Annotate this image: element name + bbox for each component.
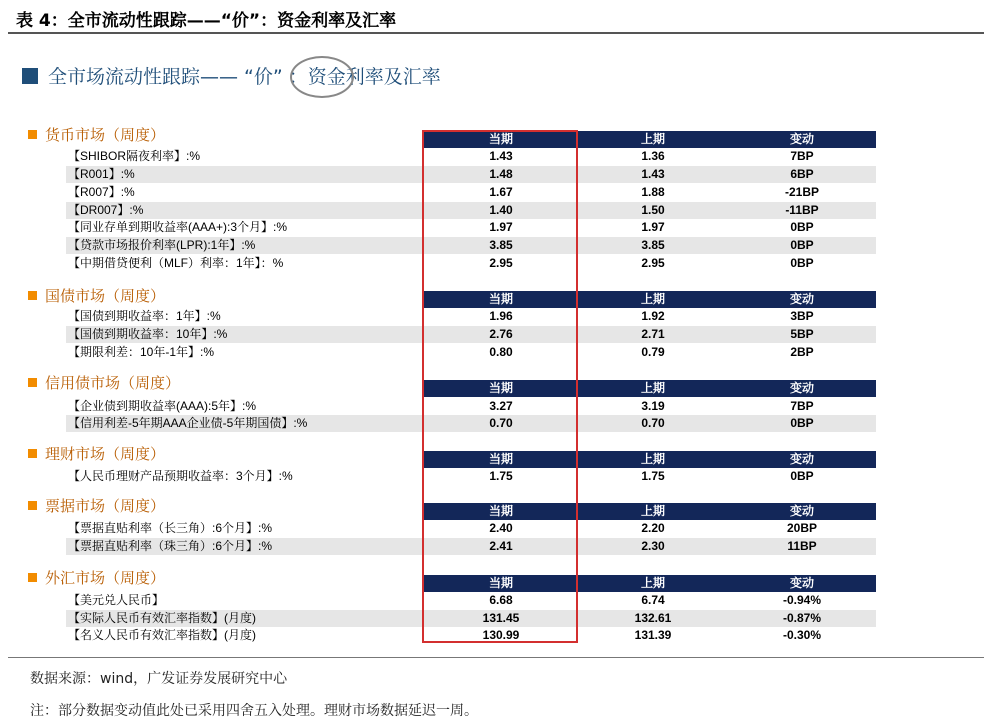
section-heading-text: 外汇市场（周度） [45, 569, 166, 587]
orange-square-bullet-icon [28, 378, 37, 387]
square-bullet-icon [22, 68, 38, 84]
current-value: 2.40 [489, 521, 513, 535]
orange-square-bullet-icon [28, 291, 37, 300]
row-label: 【票据直贴利率（珠三角）:6个月】:% [68, 539, 273, 553]
row-label: 【实际人民币有效汇率指数】(月度) [68, 611, 256, 625]
previous-value: 0.79 [641, 345, 665, 359]
current-column-highlight [422, 130, 578, 643]
change-value: 5BP [790, 327, 814, 341]
change-value: 3BP [790, 309, 814, 323]
previous-value: 3.85 [641, 238, 665, 252]
row-label: 【R001】:% [68, 167, 135, 181]
previous-value: 3.19 [641, 399, 665, 413]
orange-square-bullet-icon [28, 130, 37, 139]
row-label: 【企业债到期收益率(AAA):5年】:% [68, 399, 257, 413]
previous-value: 1.97 [641, 220, 665, 234]
column-header: 上期 [640, 452, 665, 466]
previous-value: 2.20 [641, 521, 665, 535]
column-header: 当期 [488, 292, 513, 306]
change-value: -21BP [784, 185, 819, 199]
previous-value: 1.50 [641, 203, 665, 217]
row-label: 【票据直贴利率（长三角）:6个月】:% [68, 521, 273, 535]
change-value: -0.30% [782, 628, 822, 642]
previous-value: 1.43 [641, 167, 665, 181]
column-header: 当期 [488, 504, 513, 518]
change-value: 2BP [790, 345, 814, 359]
circle-annotation [290, 56, 354, 98]
current-value: 1.97 [489, 220, 513, 234]
change-value: 0BP [790, 238, 814, 252]
column-header: 当期 [488, 452, 513, 466]
source-note: 数据来源：wind，广发证券发展研究中心 [30, 671, 288, 687]
change-value: 0BP [790, 416, 814, 430]
current-value: 131.45 [482, 611, 520, 625]
section-heading-text: 国债市场（周度） [45, 287, 166, 305]
column-header: 上期 [640, 576, 665, 590]
section-heading-text: 票据市场（周度） [45, 497, 166, 515]
column-header: 当期 [488, 381, 513, 395]
section-heading [28, 567, 165, 588]
current-value: 3.85 [489, 238, 513, 252]
current-value: 1.40 [489, 203, 513, 217]
column-header: 变动 [789, 452, 814, 466]
previous-value: 0.70 [641, 416, 665, 430]
change-value: -0.87% [782, 611, 822, 625]
column-header: 变动 [789, 292, 814, 306]
sub-title-text: 全市场流动性跟踪—— “价” ：资金利率及汇率 [48, 66, 441, 88]
row-label: 【名义人民币有效汇率指数】(月度) [68, 628, 256, 642]
current-value: 3.27 [489, 399, 513, 413]
current-value: 1.75 [489, 469, 513, 483]
change-value: 7BP [790, 399, 814, 413]
row-label: 【DR007】:% [68, 203, 144, 217]
row-label: 【期限利差：10年-1年】:% [68, 345, 215, 359]
sub-title [22, 62, 441, 89]
row-label: 【人民币理财产品预期收益率：3个月】:% [68, 469, 293, 483]
current-value: 0.80 [489, 345, 513, 359]
current-value: 2.41 [489, 539, 513, 553]
previous-value: 2.95 [641, 256, 665, 270]
change-value: 11BP [787, 539, 817, 553]
current-value: 130.99 [482, 628, 520, 642]
column-header: 变动 [789, 132, 814, 146]
change-value: 0BP [790, 220, 814, 234]
change-value: -0.94% [782, 593, 822, 607]
current-value: 1.48 [489, 167, 513, 181]
column-header: 上期 [640, 381, 665, 395]
previous-value: 131.39 [634, 628, 672, 642]
orange-square-bullet-icon [28, 449, 37, 458]
section-heading-text: 货币市场（周度） [45, 126, 166, 144]
section-heading [28, 443, 165, 464]
column-header: 当期 [488, 132, 513, 146]
change-value: 0BP [790, 256, 814, 270]
top-rule [8, 32, 984, 34]
row-label: 【信用利差-5年期AAA企业债-5年期国债】:% [68, 416, 308, 430]
row-label: 【美元兑人民币】 [68, 593, 165, 607]
row-label: 【国债到期收益率：10年】:% [68, 327, 228, 341]
previous-value: 1.36 [641, 149, 665, 163]
previous-value: 1.88 [641, 185, 665, 199]
row-label: 【国债到期收益率：1年】:% [68, 309, 221, 323]
column-header: 当期 [488, 576, 513, 590]
orange-square-bullet-icon [28, 501, 37, 510]
orange-square-bullet-icon [28, 573, 37, 582]
previous-value: 1.92 [641, 309, 665, 323]
column-header: 上期 [640, 504, 665, 518]
change-value: 20BP [786, 521, 818, 535]
row-label: 【R007】:% [68, 185, 135, 199]
current-value: 2.95 [489, 256, 513, 270]
previous-value: 6.74 [641, 593, 665, 607]
page-title: 表 4：全市流动性跟踪——“价”：资金利率及汇率 [16, 11, 397, 31]
column-header: 上期 [640, 292, 665, 306]
row-label: 【贷款市场报价利率(LPR):1年】:% [68, 238, 256, 252]
previous-value: 132.61 [634, 611, 672, 625]
footnote: 注：部分数据变动值此处已采用四舍五入处理。理财市场数据延迟一周。 [30, 703, 478, 719]
current-value: 1.67 [489, 185, 513, 199]
change-value: 0BP [790, 469, 814, 483]
change-value: 6BP [790, 167, 814, 181]
bottom-rule [8, 657, 984, 658]
section-heading [28, 285, 165, 306]
column-header: 上期 [640, 132, 665, 146]
previous-value: 1.75 [641, 469, 665, 483]
section-heading [28, 372, 180, 393]
previous-value: 2.71 [641, 327, 665, 341]
current-value: 1.43 [489, 149, 513, 163]
row-label: 【SHIBOR隔夜利率】:% [68, 149, 201, 163]
current-value: 6.68 [489, 593, 513, 607]
section-heading-text: 信用债市场（周度） [45, 374, 181, 392]
section-heading [28, 124, 165, 145]
section-heading [28, 495, 165, 516]
column-header: 变动 [789, 381, 814, 395]
row-label: 【中期借贷便利（MLF）利率：1年】：% [68, 256, 284, 270]
row-label: 【同业存单到期收益率(AAA+):3个月】:% [68, 220, 288, 234]
current-value: 2.76 [489, 327, 513, 341]
change-value: 7BP [790, 149, 814, 163]
previous-value: 2.30 [641, 539, 665, 553]
current-value: 1.96 [489, 309, 513, 323]
section-heading-text: 理财市场（周度） [45, 445, 166, 463]
change-value: -11BP [785, 203, 819, 217]
column-header: 变动 [789, 504, 814, 518]
current-value: 0.70 [489, 416, 513, 430]
column-header: 变动 [789, 576, 814, 590]
